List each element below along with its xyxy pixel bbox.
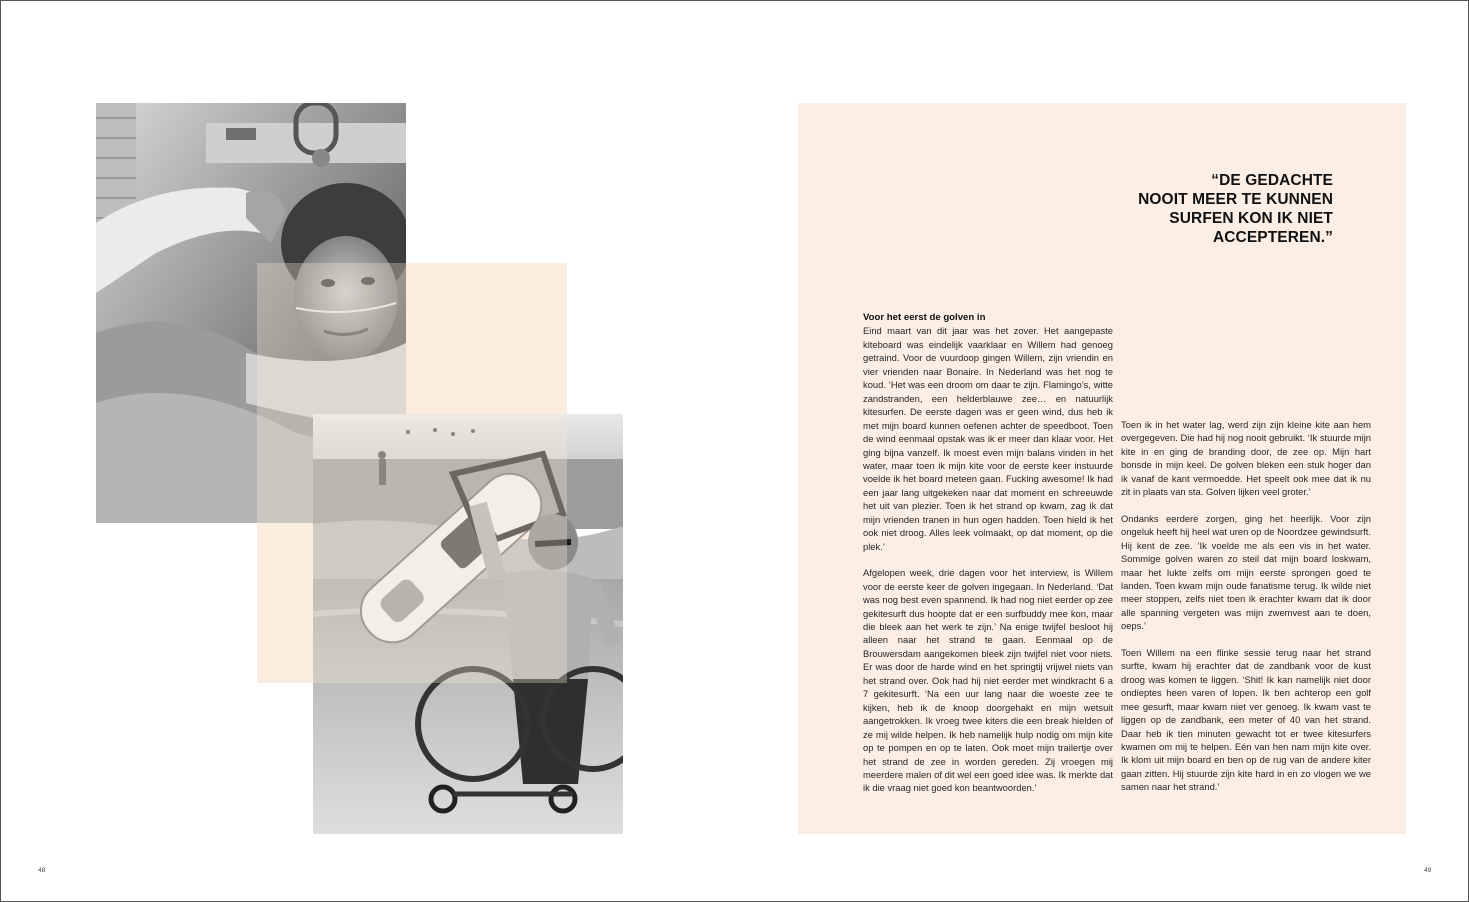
pull-quote [1081, 171, 1333, 247]
page-number-left: 48 [38, 867, 46, 874]
photo-beach-wheelchair-kiteboard-icon [313, 414, 623, 834]
pull-quote-line: NOOIT MEER TE KUNNEN [1138, 191, 1333, 208]
pull-quote-line: “DE GEDACHTE [1211, 172, 1333, 189]
article-paragraph: Toen Willem na een flinke sessie terug naar het strand surfte, kwam hij erachter dat de zandbank voor de kust droog was komen te liggen. ‘Shit! Ik kan namelijk niet door ondieptes heen varen of lopen. Ik ben achterop een golf mee gesurft, maar kwam niet ver genoeg. Ik kwam vast te liggen op de zandbank, een meter of 40 van het strand. Daar heb ik tien minuten gewacht tot er twee kitesurfers kwamen om mij te helpen. Eén van hen nam mijn kite over. Ik klom uit mijn board en ben op de rug van de andere kiter gaan zitten. Hij stuurde zijn kite hard in en zo vlogen we we samen naar het strand.’ [1121, 646, 1371, 793]
page-number-right: 49 [1424, 867, 1432, 874]
article-paragraph: Ondanks eerdere zorgen, ging het heerlijk. Voor zijn ongeluk heeft hij heel wat uren op de Noordzee gewindsurft. Hij kent de zee. ‘Ik voelde me als een vis in het water. Sommige golven waren zo steil dat mijn board loskwam, maar het lukte zelfs om mijn eerste sprongen goed te landen. Toen kwam mijn oude fanatisme terug. Ik wilde niet meer stoppen, zelfs niet toen ik erachter kwam dat ik door alle spanning vergeten was mijn zwemvest aan te doen, oeps.’ [1121, 512, 1371, 632]
article-heading: Voor het eerst de golven in [863, 312, 986, 323]
article-paragraph: Afgelopen week, drie dagen voor het interview, is Willem voor de eerste keer de golven ingegaan. In Nederland. ‘Dat was nog best even spannend. Ik had nog niet eerder op zee gekitesurft dus hoopte dat er een surfbuddy mee kon, maar die bleek aan het werk te zijn.’ Na enige twijfel besloot hij alleen naar het strand te gaan. Eenmaal op de Brouwersdam aangekomen bleek zijn twijfel niet voor niets. Er was door de harde wind en het springtij vrijwel niets van het strand over. Ook had hij niet eerder met windkracht 6 a 7 gekitesurft. ‘Na een uur lang naar die woeste zee te kijken, heb ik de knoop doorgehakt en mijn wetsuit aangetrokken. Ik vroeg twee kiters die een break hielden of ze mij wilde helpen. Ik heb namelijk hulp nodig om mijn kite op te pompen en op te laten. Ook moet mijn trailertje over het strand de zee in worden gereden. Zij vroegen mij meerdere malen of dit wel een goed idee was. Ik merkte dat ik die vraag niet goed kon beantwoorden.’ [863, 567, 1113, 794]
article-column-2 [1121, 418, 1371, 807]
article-paragraph: Eind maart van dit jaar was het zover. Het aangepaste kiteboard was eindelijk vaarklaar en Willem had genoeg getraind. Voor de vuurdoop gingen Willem, zijn vriendin en vier vrienden naar Bonaire. In Nederland was het nog te koud. ‘Het was een droom om daar te zijn. Flamingo’s, witte zandstranden, een helderblauwe zee… en natuurlijk kitesurfen. De eerste dagen was er geen wind, dus heb ik met mijn board kunnen oefenen achter de speedboot. Toen de wind eenmaal opstak was ik er meer dan klaar voor. Het ging bijna vanzelf. Ik moest even mijn balans vinden in het water, maar toen ik mijn kite voor de eerste keer instuurde voelde ik het board meteen gaan. Fucking awesome! Ik had een jaar lang uitgekeken naar dat moment en schreeuwde het uit van plezier. Toen ik het strand op kwam, zag ik dat mijn vrienden tranen in hun ogen hadden. Toen hield ik het ook niet droog. Alles leek volmaakt, op dat moment, op die plek.’ [863, 325, 1113, 552]
pull-quote-line: ACCEPTEREN.” [1212, 229, 1333, 246]
pull-quote-line: SURFEN KON IK NIET [1169, 210, 1333, 227]
article-paragraph: Toen ik in het water lag, werd zijn zijn kleine kite aan hem overgegeven. Die had hij nog nooit gebruikt. ‘Ik stuurde mijn kite in en ging de branding door, de zee op. Mijn hart bonsde in mijn keel. De golven bleken een stuk hoger dan ik vanaf de kant vermoedde. Het speelt ook mee dat ik nu zit in plaats van sta. Golven lijken veel groter.’ [1121, 419, 1371, 498]
article-column-1 [863, 311, 1113, 808]
